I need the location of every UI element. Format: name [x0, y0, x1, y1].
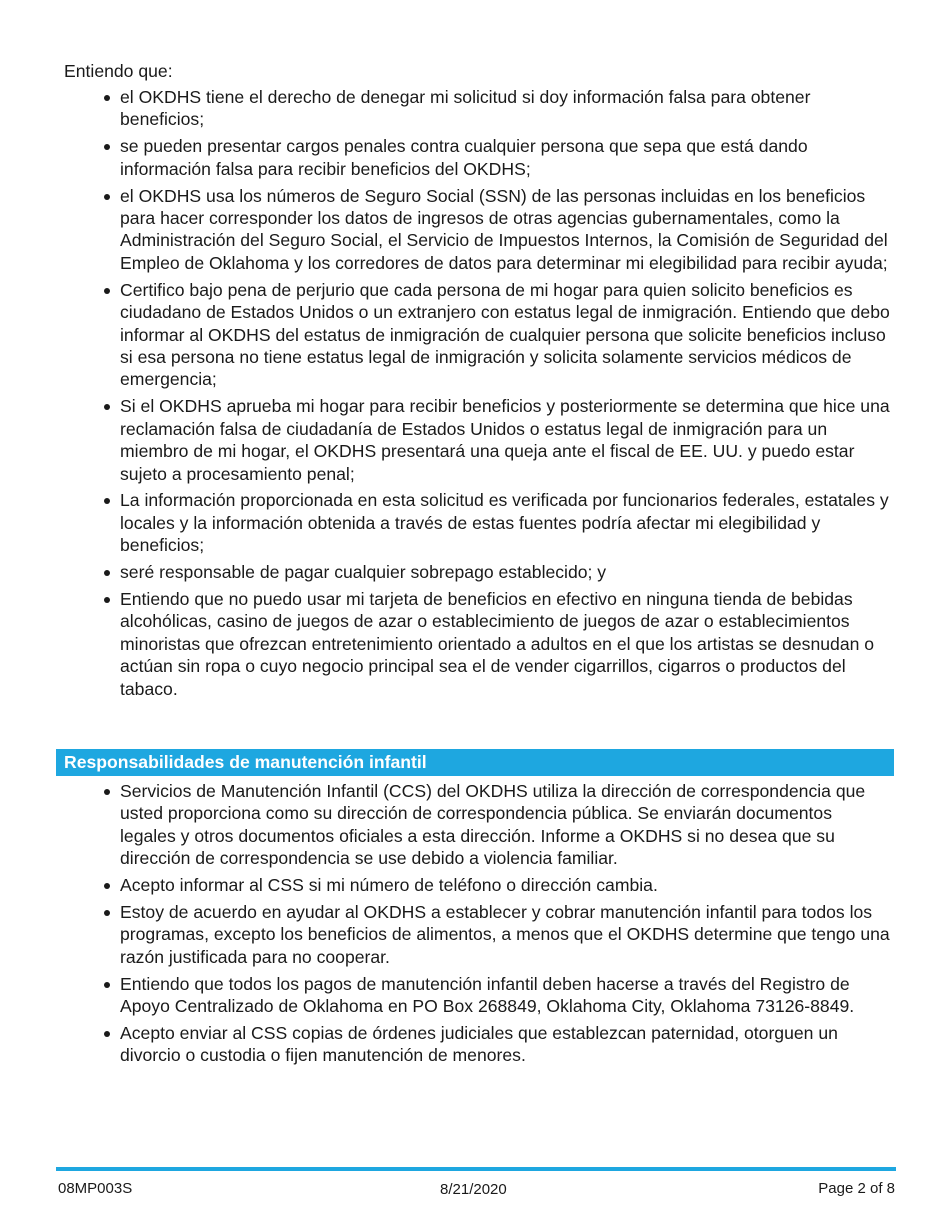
list-item: [100, 780, 890, 870]
bullet-icon: [104, 288, 110, 294]
understanding-list: [100, 86, 890, 705]
list-item: [100, 901, 890, 968]
bullet-icon: [104, 1031, 110, 1037]
footer-divider: [56, 1167, 896, 1171]
list-item-text: Acepto informar al CSS si mi número de teléfono o dirección cambia.: [120, 875, 658, 896]
bullet-icon: [104, 404, 110, 410]
bullet-icon: [104, 883, 110, 889]
list-item-text: La información proporcionada en esta solicitud es verificada por funcionarios federales, estatales y locales y la información obtenida a través de estas fuentes podría afectar mi elegibilidad y beneficios;: [120, 490, 889, 556]
bullet-icon: [104, 597, 110, 603]
form-code: 08MP003S: [58, 1180, 133, 1197]
list-item: [100, 135, 890, 180]
list-item: [100, 1022, 890, 1067]
page-number: Page 2 of 8: [818, 1180, 895, 1197]
bullet-icon: [104, 910, 110, 916]
list-item: [100, 185, 890, 275]
intro-text: Entiendo que:: [64, 61, 173, 81]
list-item: [100, 973, 890, 1018]
bullet-icon: [104, 95, 110, 101]
list-item-text: Entiendo que todos los pagos de manutención infantil deben hacerse a través del Registro de Apoyo Centralizado de Oklahoma en PO Box 268849, Oklahoma City, Oklahoma 73126-8849.: [120, 973, 855, 1017]
list-item: [100, 874, 890, 896]
list-item-text: Entiendo que no puedo usar mi tarjeta de beneficios en efectivo en ninguna tienda de bebidas alcohólicas, casino de juegos de azar o establecimiento de juegos de azar o establecimientos minoristas que ofrezcan entretenimiento orientado a adultos en el que los artistas se desnudan o actúan sin ropa o cuyo negocio principal sea el de vender cigarrillos, cigarros o productos del tabaco.: [120, 589, 875, 699]
bullet-icon: [104, 982, 110, 988]
list-item: [100, 395, 890, 485]
list-item: [100, 561, 890, 583]
list-item-text: Si el OKDHS aprueba mi hogar para recibir beneficios y posteriormente se determina que hice una reclamación falsa de ciudadanía de Estados Unidos o estatus legal de inmigración para un miembro de mi hogar, el OKDHS presentará una queja ante el fiscal de EE. UU. y puedo estar sujeto a procesamiento penal;: [120, 396, 890, 484]
list-item-text: seré responsable de pagar cualquier sobrepago establecido; y: [120, 562, 607, 583]
section-header-child-support: Responsabilidades de manutención infantil: [56, 749, 894, 776]
list-item: [100, 489, 890, 556]
list-item-text: se pueden presentar cargos penales contra cualquier persona que sepa que está dando información falsa para recibir beneficios del OKDHS;: [120, 136, 808, 179]
bullet-icon: [104, 144, 110, 150]
bullet-icon: [104, 498, 110, 504]
list-item-text: Acepto enviar al CSS copias de órdenes judiciales que establezcan paternidad, otorguen un divorcio o custodia o fijen manutención de menores.: [120, 1023, 838, 1066]
bullet-icon: [104, 194, 110, 200]
list-item-text: el OKDHS usa los números de Seguro Social (SSN) de las personas incluidas en los beneficios para hacer corresponder los datos de ingresos de otras agencias gubernamentales, como la Administración del Seguro Social, el Servicio de Impuestos Internos, la Comisión de Seguridad del Empleo de Oklahoma y los corredores de datos para determinar mi elegibilidad para recibir ayuda;: [120, 185, 888, 273]
bullet-icon: [104, 789, 110, 795]
bullet-icon: [104, 570, 110, 576]
list-item-text: el OKDHS tiene el derecho de denegar mi solicitud si doy información falsa para obtener beneficios;: [120, 87, 811, 130]
list-item-text: Estoy de acuerdo en ayudar al OKDHS a establecer y cobrar manutención infantil para todos los programas, excepto los beneficios de alimentos, a menos que el OKDHS determine que tengo una razón justificada para no cooperar.: [120, 902, 890, 967]
list-item: [100, 588, 890, 700]
list-item-text: Certifico bajo pena de perjurio que cada persona de mi hogar para quien solicito beneficios es ciudadano de Estados Unidos o un extranjero con estatus legal de inmigración. Entiendo que debo informar al OKDHS del estatus de inmigración de cualquier persona que solicite beneficios incluso si esa persona no tiene estatus legal de inmigración y solicita solamente servicios médicos de emergencia;: [120, 279, 890, 390]
list-item: [100, 279, 890, 391]
list-item: [100, 86, 890, 131]
form-date: 8/21/2020: [440, 1181, 507, 1198]
list-item-text: Servicios de Manutención Infantil (CCS) del OKDHS utiliza la dirección de correspondencia que usted proporciona como su dirección de correspondencia pública. Se enviarán documentos legales y otros documentos oficiales a esta dirección. Informe a OKDHS si no desea que su dirección de correspondencia se use debido a violencia familiar.: [120, 781, 866, 869]
child-support-list: [100, 780, 890, 1071]
